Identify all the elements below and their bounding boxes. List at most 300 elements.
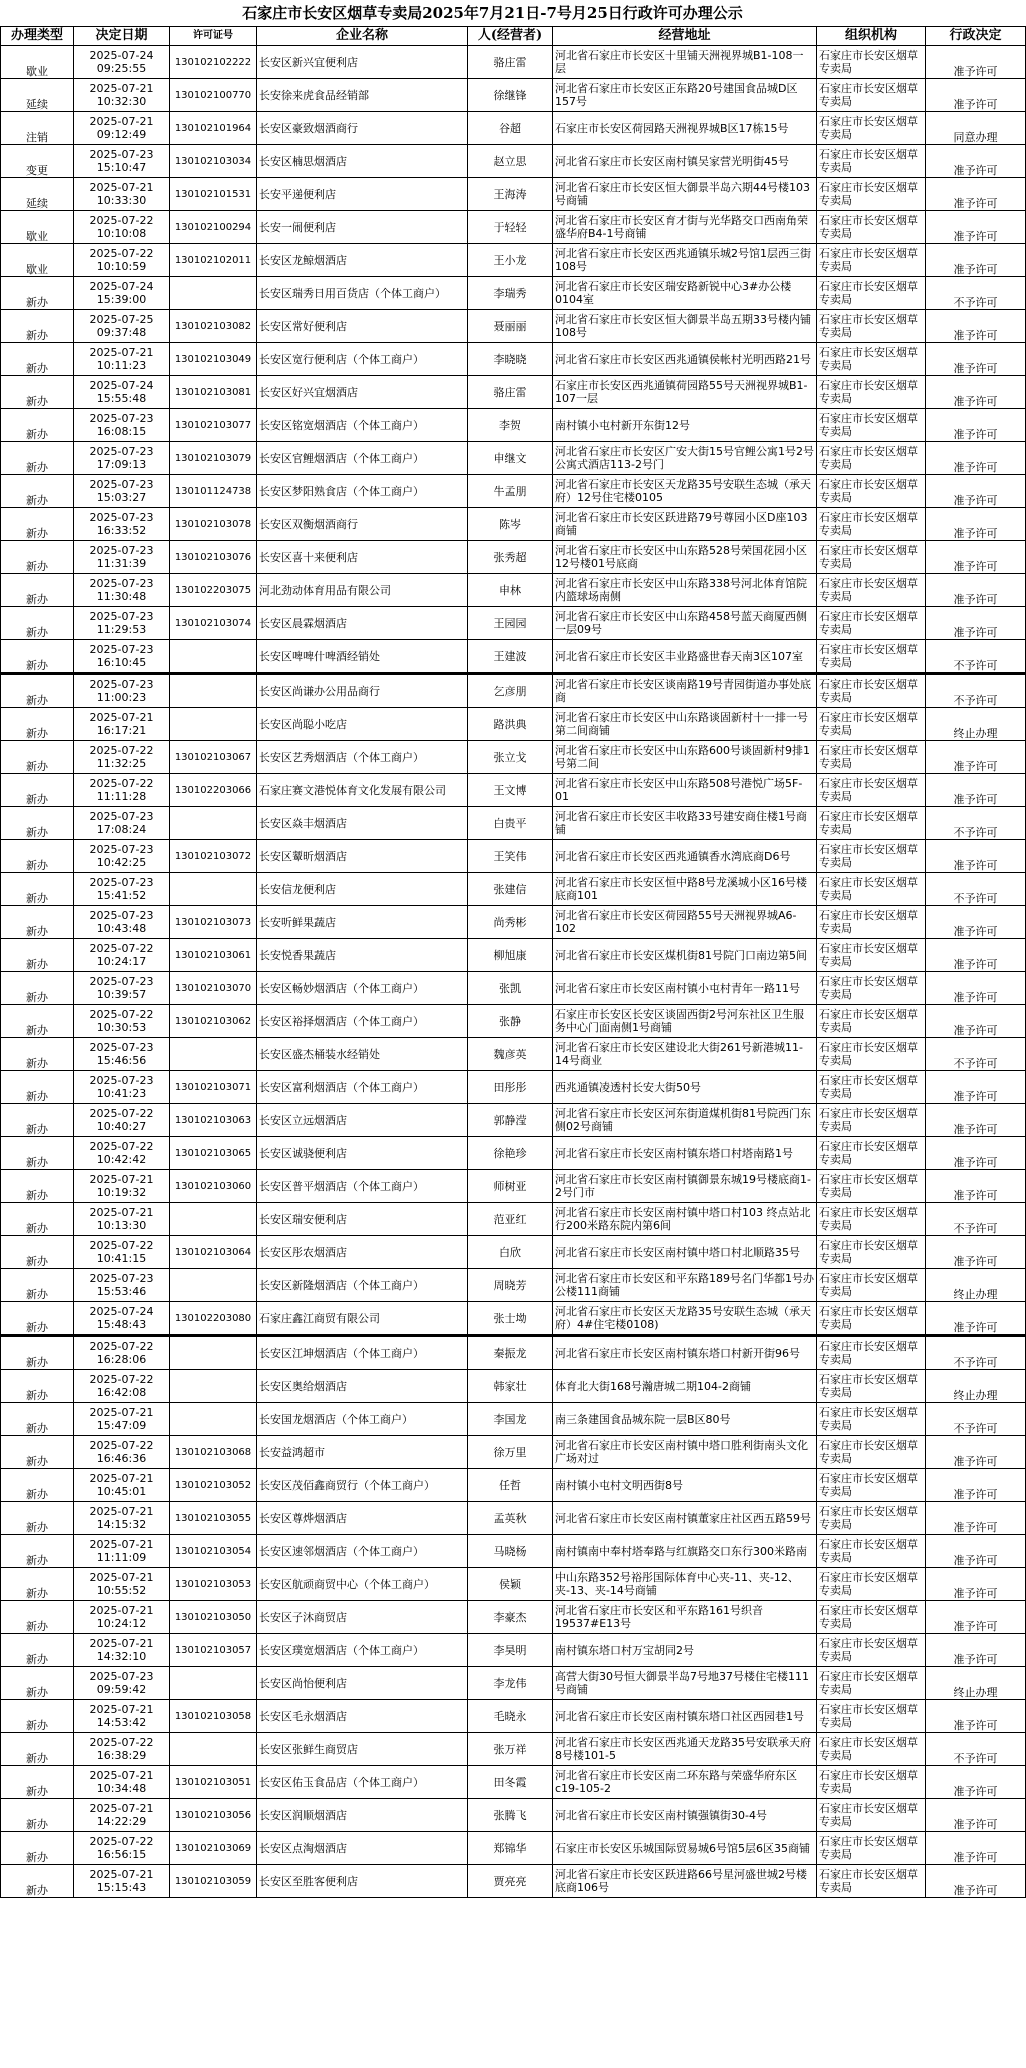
cell-type: 新办 <box>1 1733 74 1766</box>
table-row <box>1 674 1026 708</box>
cell-org: 石家庄市长安区烟草专卖局 <box>817 541 926 574</box>
cell-license: 130102103058 <box>170 1700 257 1733</box>
cell-org: 石家庄市长安区烟草专卖局 <box>817 79 926 112</box>
cell-license: 130102103065 <box>170 1137 257 1170</box>
table-row <box>1 1535 1026 1568</box>
cell-date: 2025-07-22 16:56:15 <box>74 1832 170 1865</box>
cell-address: 河北省石家庄市长安区南二环东路与荣盛华府东区c19-105-2 <box>553 1766 817 1799</box>
cell-license <box>170 1269 257 1302</box>
cell-decision: 准予许可 <box>926 840 1026 873</box>
cell-date: 2025-07-21 10:45:01 <box>74 1469 170 1502</box>
cell-operator: 白欣 <box>468 1236 553 1269</box>
cell-type: 新办 <box>1 475 74 508</box>
cell-date: 2025-07-22 10:10:08 <box>74 211 170 244</box>
cell-company: 长安区至胜客便利店 <box>257 1865 468 1898</box>
cell-operator: 贾亮亮 <box>468 1865 553 1898</box>
cell-type: 新办 <box>1 1634 74 1667</box>
cell-address: 河北省石家庄市长安区南村镇御景东城19号楼底商1-2号门市 <box>553 1170 817 1203</box>
table-row <box>1 1865 1026 1898</box>
cell-org: 石家庄市长安区烟草专卖局 <box>817 708 926 741</box>
table-row <box>1 1336 1026 1370</box>
cell-license: 130102103081 <box>170 376 257 409</box>
cell-company: 长安区楠思烟酒店 <box>257 145 468 178</box>
cell-address: 石家庄市长安区乐城国际贸易城6号馆5层6区35商铺 <box>553 1832 817 1865</box>
cell-decision: 准予许可 <box>926 1700 1026 1733</box>
table-row <box>1 1700 1026 1733</box>
cell-date: 2025-07-21 15:15:43 <box>74 1865 170 1898</box>
cell-license: 130102103073 <box>170 906 257 939</box>
cell-license: 130102102011 <box>170 244 257 277</box>
cell-company: 长安区裕择烟酒店（个体工商户） <box>257 1005 468 1038</box>
cell-address: 河北省石家庄市长安区恒中路8号龙溪城小区16号楼底商101 <box>553 873 817 906</box>
cell-operator: 田冬霞 <box>468 1766 553 1799</box>
cell-license: 130102102222 <box>170 46 257 79</box>
cell-license <box>170 1733 257 1766</box>
cell-license <box>170 277 257 310</box>
cell-date: 2025-07-23 15:03:27 <box>74 475 170 508</box>
cell-license <box>170 640 257 674</box>
cell-date: 2025-07-23 11:00:23 <box>74 674 170 708</box>
table-row <box>1 708 1026 741</box>
cell-operator: 牛孟朋 <box>468 475 553 508</box>
cell-company: 长安区颦昕烟酒店 <box>257 840 468 873</box>
cell-license: 130102103059 <box>170 1865 257 1898</box>
cell-date: 2025-07-23 16:10:45 <box>74 640 170 674</box>
cell-company: 长安区新兴宜便利店 <box>257 46 468 79</box>
cell-company: 长安区瑞安便利店 <box>257 1203 468 1236</box>
cell-type: 歇业 <box>1 211 74 244</box>
cell-address: 南三条建国食品城东院一层B区80号 <box>553 1403 817 1436</box>
table-row <box>1 1071 1026 1104</box>
cell-org: 石家庄市长安区烟草专卖局 <box>817 1436 926 1469</box>
table-row <box>1 1137 1026 1170</box>
cell-license: 130102103063 <box>170 1104 257 1137</box>
table-row <box>1 1203 1026 1236</box>
cell-address: 河北省石家庄市长安区南村镇东塔口村新开街96号 <box>553 1336 817 1370</box>
cell-date: 2025-07-21 14:15:32 <box>74 1502 170 1535</box>
cell-license: 130102103049 <box>170 343 257 376</box>
cell-company: 长安区江坤烟酒店（个体工商户） <box>257 1336 468 1370</box>
cell-license: 130101124738 <box>170 475 257 508</box>
cell-type: 新办 <box>1 1766 74 1799</box>
cell-address: 高营大街30号恒大御景半岛7号地37号楼住宅楼111号商铺 <box>553 1667 817 1700</box>
table-row <box>1 1799 1026 1832</box>
cell-company: 长安区新隆烟酒店（个体工商户） <box>257 1269 468 1302</box>
cell-address: 河北省石家庄市长安区煤机街81号院门口南边第5间 <box>553 939 817 972</box>
cell-license <box>170 807 257 840</box>
cell-address: 河北省石家庄市长安区南村镇小屯村青年一路11号 <box>553 972 817 1005</box>
table-row <box>1 1302 1026 1336</box>
cell-date: 2025-07-22 16:38:29 <box>74 1733 170 1766</box>
cell-company: 长安区常好便利店 <box>257 310 468 343</box>
cell-license: 130102103069 <box>170 1832 257 1865</box>
table-row <box>1 741 1026 774</box>
cell-type: 歇业 <box>1 244 74 277</box>
cell-license: 130102103061 <box>170 939 257 972</box>
cell-company: 长安区艺秀烟酒店（个体工商户） <box>257 741 468 774</box>
cell-address: 河北省石家庄市长安区天龙路35号安联生态城（承天府）4#住宅楼0108) <box>553 1302 817 1336</box>
cell-license: 130102103053 <box>170 1568 257 1601</box>
cell-type: 新办 <box>1 1535 74 1568</box>
cell-type: 新办 <box>1 1071 74 1104</box>
table-row <box>1 1601 1026 1634</box>
cell-type: 新办 <box>1 674 74 708</box>
table-row <box>1 640 1026 674</box>
cell-operator: 张立戈 <box>468 741 553 774</box>
cell-license: 130102103034 <box>170 145 257 178</box>
table-row <box>1 574 1026 607</box>
table-row <box>1 939 1026 972</box>
table-row <box>1 508 1026 541</box>
cell-decision: 准予许可 <box>926 541 1026 574</box>
cell-operator: 李龙伟 <box>468 1667 553 1700</box>
cell-date: 2025-07-23 16:33:52 <box>74 508 170 541</box>
cell-date: 2025-07-23 10:39:57 <box>74 972 170 1005</box>
cell-decision: 准予许可 <box>926 1170 1026 1203</box>
cell-company: 长安区尚谦办公用品商行 <box>257 674 468 708</box>
cell-operator: 骆庄雷 <box>468 376 553 409</box>
cell-operator: 王小龙 <box>468 244 553 277</box>
cell-license: 130102203080 <box>170 1302 257 1336</box>
cell-date: 2025-07-23 15:41:52 <box>74 873 170 906</box>
cell-license: 130102100770 <box>170 79 257 112</box>
cell-company: 长安徐来虎食品经销部 <box>257 79 468 112</box>
cell-date: 2025-07-21 16:17:21 <box>74 708 170 741</box>
cell-license: 130102103050 <box>170 1601 257 1634</box>
cell-date: 2025-07-22 10:10:59 <box>74 244 170 277</box>
cell-type: 新办 <box>1 708 74 741</box>
cell-license: 130102103076 <box>170 541 257 574</box>
cell-date: 2025-07-23 15:10:47 <box>74 145 170 178</box>
cell-decision: 准予许可 <box>926 1535 1026 1568</box>
cell-operator: 李晓晓 <box>468 343 553 376</box>
cell-company: 长安区宽行便利店（个体工商户） <box>257 343 468 376</box>
cell-type: 新办 <box>1 1104 74 1137</box>
table-row <box>1 840 1026 873</box>
cell-date: 2025-07-21 11:11:09 <box>74 1535 170 1568</box>
cell-date: 2025-07-24 09:25:55 <box>74 46 170 79</box>
cell-address: 南村镇南中奉村塔奉路与红旗路交口东行300米路南 <box>553 1535 817 1568</box>
cell-date: 2025-07-21 10:11:23 <box>74 343 170 376</box>
cell-decision: 同意办理 <box>926 112 1026 145</box>
cell-org: 石家庄市长安区烟草专卖局 <box>817 1403 926 1436</box>
cell-address: 南村镇小屯村新开东街12号 <box>553 409 817 442</box>
cell-company: 长安信龙便利店 <box>257 873 468 906</box>
cell-operator: 柳旭康 <box>468 939 553 972</box>
cell-date: 2025-07-23 15:46:56 <box>74 1038 170 1071</box>
header-cell: 人(经营者) <box>468 27 553 46</box>
cell-company: 长安区尊烨烟酒店 <box>257 1502 468 1535</box>
cell-type: 新办 <box>1 1137 74 1170</box>
table-row <box>1 1733 1026 1766</box>
cell-company: 长安区张鲜生商贸店 <box>257 1733 468 1766</box>
cell-org: 石家庄市长安区烟草专卖局 <box>817 873 926 906</box>
cell-org: 石家庄市长安区烟草专卖局 <box>817 244 926 277</box>
cell-license: 130102103067 <box>170 741 257 774</box>
cell-date: 2025-07-23 10:42:25 <box>74 840 170 873</box>
cell-org: 石家庄市长安区烟草专卖局 <box>817 674 926 708</box>
table-row <box>1 376 1026 409</box>
cell-org: 石家庄市长安区烟草专卖局 <box>817 1634 926 1667</box>
cell-address: 河北省石家庄市长安区荷园路55号天洲视界城A6-102 <box>553 906 817 939</box>
cell-address: 石家庄市长安区长安区谈固西街2号河东社区卫生服务中心门面南侧1号商铺 <box>553 1005 817 1038</box>
cell-operator: 韩家壮 <box>468 1370 553 1403</box>
cell-decision: 准予许可 <box>926 178 1026 211</box>
cell-org: 石家庄市长安区烟草专卖局 <box>817 807 926 840</box>
cell-decision: 准予许可 <box>926 46 1026 79</box>
cell-type: 新办 <box>1 1203 74 1236</box>
cell-decision: 准予许可 <box>926 79 1026 112</box>
table-row <box>1 1403 1026 1436</box>
cell-org: 石家庄市长安区烟草专卖局 <box>817 939 926 972</box>
cell-license: 130102103054 <box>170 1535 257 1568</box>
cell-type: 新办 <box>1 1236 74 1269</box>
cell-decision: 准予许可 <box>926 508 1026 541</box>
cell-org: 石家庄市长安区烟草专卖局 <box>817 840 926 873</box>
cell-org: 石家庄市长安区烟草专卖局 <box>817 1700 926 1733</box>
cell-org: 石家庄市长安区烟草专卖局 <box>817 640 926 674</box>
cell-company: 长安区豪致烟酒商行 <box>257 112 468 145</box>
cell-address: 南村镇东塔口村万宝胡同2号 <box>553 1634 817 1667</box>
cell-decision: 准予许可 <box>926 1601 1026 1634</box>
cell-decision: 准予许可 <box>926 310 1026 343</box>
cell-org: 石家庄市长安区烟草专卖局 <box>817 409 926 442</box>
cell-operator: 师树亚 <box>468 1170 553 1203</box>
table-row <box>1 409 1026 442</box>
table-row <box>1 1038 1026 1071</box>
cell-operator: 聂丽丽 <box>468 310 553 343</box>
cell-company: 长安区尚聪小吃店 <box>257 708 468 741</box>
cell-org: 石家庄市长安区烟草专卖局 <box>817 508 926 541</box>
cell-decision: 准予许可 <box>926 774 1026 807</box>
cell-company: 长安区毛永烟酒店 <box>257 1700 468 1733</box>
table-row <box>1 1667 1026 1700</box>
cell-type: 新办 <box>1 607 74 640</box>
cell-company: 长安区龙鲸烟酒店 <box>257 244 468 277</box>
cell-operator: 王文博 <box>468 774 553 807</box>
cell-decision: 准予许可 <box>926 1137 1026 1170</box>
cell-date: 2025-07-21 10:19:32 <box>74 1170 170 1203</box>
cell-date: 2025-07-25 09:37:48 <box>74 310 170 343</box>
cell-date: 2025-07-22 16:42:08 <box>74 1370 170 1403</box>
cell-license <box>170 1038 257 1071</box>
cell-decision: 准予许可 <box>926 211 1026 244</box>
cell-date: 2025-07-22 11:32:25 <box>74 741 170 774</box>
cell-date: 2025-07-21 15:47:09 <box>74 1403 170 1436</box>
cell-address: 河北省石家庄市长安区西兆通镇侯帐村光明西路21号 <box>553 343 817 376</box>
cell-date: 2025-07-21 10:13:30 <box>74 1203 170 1236</box>
cell-org: 石家庄市长安区烟草专卖局 <box>817 112 926 145</box>
table-row <box>1 277 1026 310</box>
cell-org: 石家庄市长安区烟草专卖局 <box>817 1336 926 1370</box>
cell-company: 长安听鲜果蔬店 <box>257 906 468 939</box>
cell-org: 石家庄市长安区烟草专卖局 <box>817 1865 926 1898</box>
cell-company: 长安区诚骁便利店 <box>257 1137 468 1170</box>
cell-org: 石家庄市长安区烟草专卖局 <box>817 574 926 607</box>
page-title: 石家庄市长安区烟草专卖局2025年7月21日-7号月25日行政许可办理公示 <box>242 4 743 22</box>
cell-company: 长安区梦阳熟食店（个体工商户） <box>257 475 468 508</box>
cell-type: 延续 <box>1 79 74 112</box>
cell-decision: 准予许可 <box>926 1005 1026 1038</box>
cell-decision: 终止办理 <box>926 1269 1026 1302</box>
cell-company: 长安区奥给烟酒店 <box>257 1370 468 1403</box>
cell-type: 新办 <box>1 774 74 807</box>
cell-decision: 准予许可 <box>926 1502 1026 1535</box>
cell-org: 石家庄市长安区烟草专卖局 <box>817 1005 926 1038</box>
cell-license: 130102100294 <box>170 211 257 244</box>
table-row <box>1 972 1026 1005</box>
table-row <box>1 1236 1026 1269</box>
cell-type: 新办 <box>1 939 74 972</box>
cell-decision: 准予许可 <box>926 343 1026 376</box>
cell-decision: 准予许可 <box>926 145 1026 178</box>
cell-address: 河北省石家庄市长安区建设北大街261号新港城11-14号商业 <box>553 1038 817 1071</box>
header-cell: 行政决定 <box>926 27 1026 46</box>
cell-type: 新办 <box>1 310 74 343</box>
cell-type: 新办 <box>1 1170 74 1203</box>
cell-type: 新办 <box>1 376 74 409</box>
table-row <box>1 1170 1026 1203</box>
cell-decision: 准予许可 <box>926 1634 1026 1667</box>
cell-type: 新办 <box>1 906 74 939</box>
table-row <box>1 178 1026 211</box>
table-row <box>1 442 1026 475</box>
cell-decision: 准予许可 <box>926 972 1026 1005</box>
cell-date: 2025-07-23 16:08:15 <box>74 409 170 442</box>
cell-address: 河北省石家庄市长安区西兆通镇乐城2号馆1层西三街108号 <box>553 244 817 277</box>
cell-company: 长安区速邻烟酒店（个体工商户） <box>257 1535 468 1568</box>
cell-license: 130102103051 <box>170 1766 257 1799</box>
cell-operator: 申林 <box>468 574 553 607</box>
cell-license: 130102203066 <box>170 774 257 807</box>
cell-decision: 不予许可 <box>926 640 1026 674</box>
cell-company: 长安区普平烟酒店（个体工商户） <box>257 1170 468 1203</box>
cell-type: 新办 <box>1 741 74 774</box>
cell-company: 长安悦香果蔬店 <box>257 939 468 972</box>
cell-address: 河北省石家庄市长安区正东路20号建国食品城D区157号 <box>553 79 817 112</box>
cell-decision: 不予许可 <box>926 873 1026 906</box>
table-row <box>1 211 1026 244</box>
table-row <box>1 607 1026 640</box>
cell-org: 石家庄市长安区烟草专卖局 <box>817 1502 926 1535</box>
table-row <box>1 79 1026 112</box>
cell-operator: 李昊明 <box>468 1634 553 1667</box>
cell-decision: 准予许可 <box>926 376 1026 409</box>
cell-license <box>170 1667 257 1700</box>
cell-org: 石家庄市长安区烟草专卖局 <box>817 1071 926 1104</box>
cell-address: 河北省石家庄市长安区天龙路35号安联生态城（承天府）12号住宅楼0105 <box>553 475 817 508</box>
cell-org: 石家庄市长安区烟草专卖局 <box>817 178 926 211</box>
cell-type: 新办 <box>1 574 74 607</box>
cell-operator: 王建波 <box>468 640 553 674</box>
cell-operator: 乞彦朋 <box>468 674 553 708</box>
cell-address: 河北省石家庄市长安区西兆通镇香水湾底商D6号 <box>553 840 817 873</box>
cell-type: 新办 <box>1 277 74 310</box>
cell-type: 新办 <box>1 640 74 674</box>
cell-date: 2025-07-22 11:11:28 <box>74 774 170 807</box>
cell-license: 130102101964 <box>170 112 257 145</box>
cell-type: 歇业 <box>1 46 74 79</box>
cell-decision: 准予许可 <box>926 1104 1026 1137</box>
cell-date: 2025-07-22 16:28:06 <box>74 1336 170 1370</box>
cell-company: 长安区焱丰烟酒店 <box>257 807 468 840</box>
cell-company: 长安区晨霖烟酒店 <box>257 607 468 640</box>
cell-operator: 马晓杨 <box>468 1535 553 1568</box>
cell-date: 2025-07-21 10:32:30 <box>74 79 170 112</box>
cell-decision: 不予许可 <box>926 1038 1026 1071</box>
cell-type: 新办 <box>1 1005 74 1038</box>
cell-operator: 张腾飞 <box>468 1799 553 1832</box>
cell-org: 石家庄市长安区烟草专卖局 <box>817 1203 926 1236</box>
cell-operator: 魏彦英 <box>468 1038 553 1071</box>
cell-license <box>170 1403 257 1436</box>
table-body <box>1 46 1026 1898</box>
cell-company: 长安区瑞秀日用百货店（个体工商户） <box>257 277 468 310</box>
table-row <box>1 343 1026 376</box>
cell-license: 130102103055 <box>170 1502 257 1535</box>
cell-type: 变更 <box>1 145 74 178</box>
cell-org: 石家庄市长安区烟草专卖局 <box>817 1601 926 1634</box>
cell-address: 河北省石家庄市长安区跃进路79号尊园小区D座103商铺 <box>553 508 817 541</box>
cell-decision: 不予许可 <box>926 1336 1026 1370</box>
cell-date: 2025-07-21 10:24:12 <box>74 1601 170 1634</box>
cell-date: 2025-07-23 11:31:39 <box>74 541 170 574</box>
cell-type: 新办 <box>1 1038 74 1071</box>
cell-org: 石家庄市长安区烟草专卖局 <box>817 277 926 310</box>
cell-address: 河北省石家庄市长安区瑞安路新锐中心3#办公楼0104室 <box>553 277 817 310</box>
cell-operator: 骆庄雷 <box>468 46 553 79</box>
header-cell: 决定日期 <box>74 27 170 46</box>
cell-license: 130102103057 <box>170 1634 257 1667</box>
cell-operator: 张建信 <box>468 873 553 906</box>
cell-date: 2025-07-23 17:08:24 <box>74 807 170 840</box>
cell-date: 2025-07-22 10:24:17 <box>74 939 170 972</box>
cell-org: 石家庄市长安区烟草专卖局 <box>817 1302 926 1336</box>
cell-type: 新办 <box>1 1832 74 1865</box>
cell-decision: 准予许可 <box>926 1469 1026 1502</box>
cell-license: 130102103082 <box>170 310 257 343</box>
table-row <box>1 873 1026 906</box>
cell-decision: 不予许可 <box>926 807 1026 840</box>
table-row <box>1 807 1026 840</box>
cell-address: 河北省石家庄市长安区中山东路600号谈固新村9排1号第二间 <box>553 741 817 774</box>
cell-operator: 徐万里 <box>468 1436 553 1469</box>
cell-org: 石家庄市长安区烟草专卖局 <box>817 376 926 409</box>
cell-license: 130102103071 <box>170 1071 257 1104</box>
cell-decision: 终止办理 <box>926 708 1026 741</box>
cell-date: 2025-07-22 10:40:27 <box>74 1104 170 1137</box>
cell-date: 2025-07-23 15:53:46 <box>74 1269 170 1302</box>
table-row <box>1 244 1026 277</box>
cell-license: 130102103060 <box>170 1170 257 1203</box>
cell-type: 新办 <box>1 1700 74 1733</box>
cell-license: 130102203075 <box>170 574 257 607</box>
cell-decision: 准予许可 <box>926 1236 1026 1269</box>
cell-date: 2025-07-21 10:34:48 <box>74 1766 170 1799</box>
cell-decision: 准予许可 <box>926 1302 1026 1336</box>
cell-company: 长安益鸿超市 <box>257 1436 468 1469</box>
cell-address: 河北省石家庄市长安区南村镇中塔口村北顺路35号 <box>553 1236 817 1269</box>
cell-company: 长安区立远烟酒店 <box>257 1104 468 1137</box>
cell-org: 石家庄市长安区烟草专卖局 <box>817 310 926 343</box>
cell-license: 130102103070 <box>170 972 257 1005</box>
cell-license: 130102103078 <box>170 508 257 541</box>
cell-org: 石家庄市长安区烟草专卖局 <box>817 211 926 244</box>
cell-org: 石家庄市长安区烟草专卖局 <box>817 607 926 640</box>
cell-decision: 不予许可 <box>926 1203 1026 1236</box>
cell-company: 长安区点淘烟酒店 <box>257 1832 468 1865</box>
cell-decision: 不予许可 <box>926 1733 1026 1766</box>
